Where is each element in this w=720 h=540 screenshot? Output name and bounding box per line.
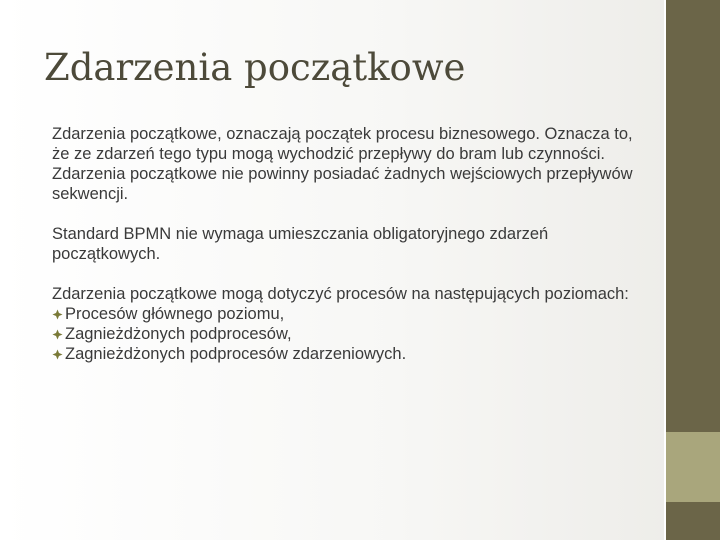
paragraph-3: Standard BPMN nie wymaga umieszczania obligatoryjnego zdarzeń początkowych. [52, 225, 549, 263]
slide-title: Zdarzenia początkowe [44, 46, 466, 89]
bullet-text: Procesów głównego poziomu, [65, 305, 285, 323]
diamond-bullet-icon [52, 329, 63, 340]
paragraph-4: Zdarzenia początkowe mogą dotyczyć procesów na następujących poziomach: [52, 285, 629, 303]
diamond-bullet-icon [52, 349, 63, 360]
bullet-item [52, 304, 652, 324]
diamond-bullet-icon [52, 309, 63, 320]
spacer [52, 264, 652, 284]
sidebar-accent-block [666, 432, 720, 502]
paragraph-2: Zdarzenia początkowe nie powinny posiadać żadnych wejściowych przepływów sekwencji. [52, 165, 633, 203]
paragraph-1: Zdarzenia początkowe, oznaczają początek procesu biznesowego. Oznacza to, że ze zdarzeń tego typu mogą wychodzić przepływy do bram lub czynności. [52, 125, 633, 163]
slide-content [52, 124, 652, 364]
bullet-item [52, 324, 652, 344]
bullet-text: Zagnieżdżonych podprocesów, [65, 325, 292, 343]
bullet-item [52, 344, 652, 364]
spacer [52, 204, 652, 224]
bullet-text: Zagnieżdżonych podprocesów zdarzeniowych. [65, 345, 407, 363]
